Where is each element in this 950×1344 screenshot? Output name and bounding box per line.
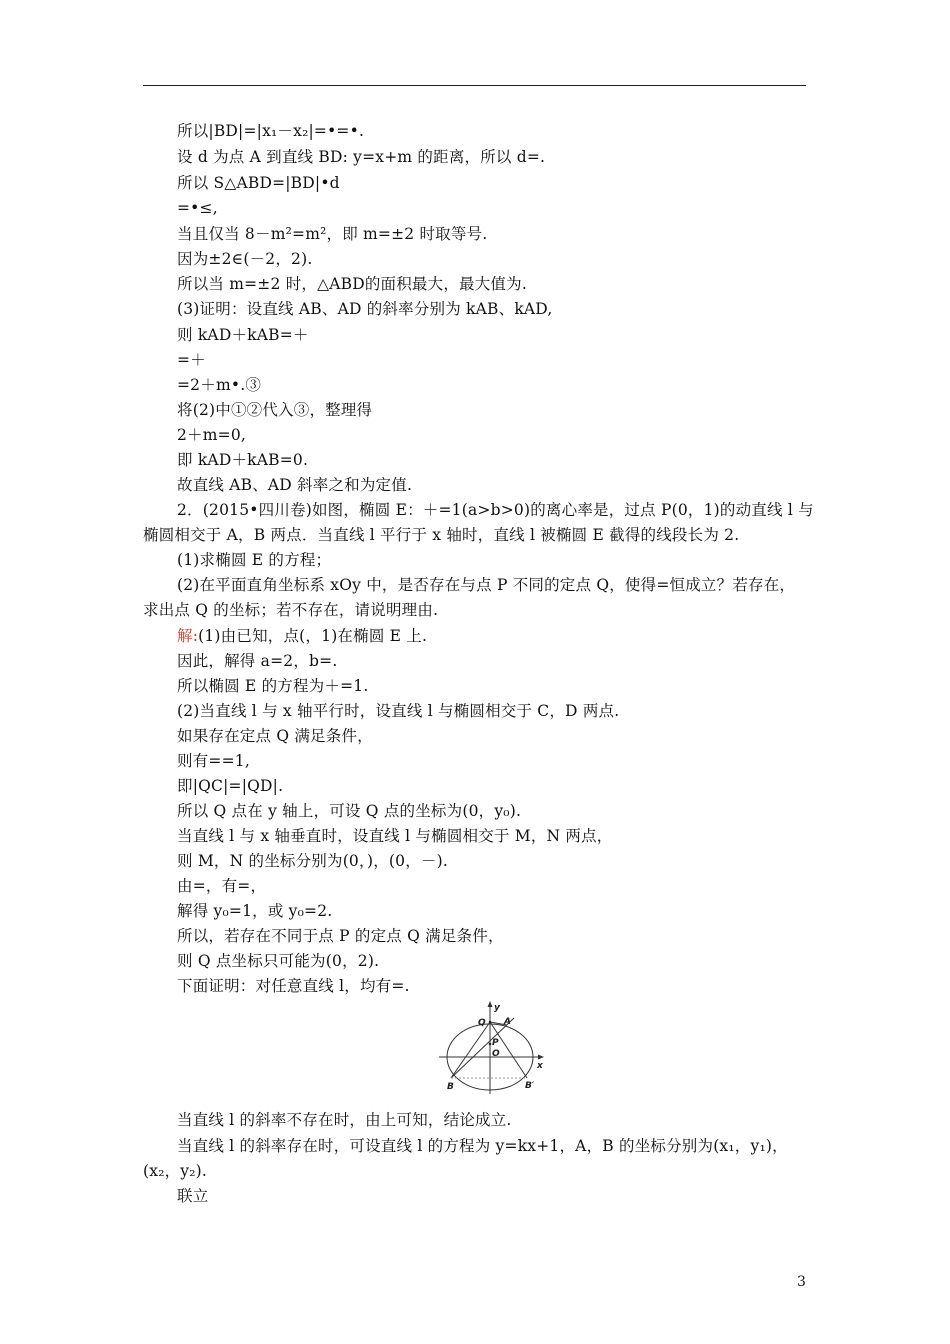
segment-qb [451,1022,490,1078]
text-line: 则 M，N 的坐标分别为(0，)，(0，－). [177,852,448,870]
page-number: 3 [797,1274,806,1290]
text-line: 所以，若存在不同于点 P 的定点 Q 满足条件， [177,927,504,945]
text-line: 因为±2∈(－2，2). [177,250,313,268]
text-line: 因此，解得 a=2，b=. [177,652,338,670]
label-o: O [492,1049,500,1059]
problem-statement: 2．(2015•四川卷)如图，椭圆 E：＋=1(a>b>0)的离心率是，过点 P(0，1)的动直线 l 与 [177,501,814,519]
label-x: x [537,1061,543,1071]
ellipse-figure [437,1000,545,1096]
label-p: P [492,1038,499,1048]
text-line: 故直线 AB、AD 斜率之和为定值. [177,476,413,494]
label-q: Q [478,1018,486,1028]
solution-label: 解: [177,627,199,645]
text-line: (2)当直线 l 与 x 轴平行时，设直线 l 与椭圆相交于 C，D 两点. [177,702,620,720]
solution-line [177,626,427,646]
text-line: 所以 S△ABD=|BD|•d [177,174,340,192]
text-line: 当且仅当 8－m²=m²，即 m=±2 时取等号. [177,225,488,243]
text-line: 当直线 l 的斜率不存在时，由上可知，结论成立. [177,1111,512,1129]
text-line: 则 Q 点坐标只可能为(0，2). [177,952,380,970]
label-y: y [494,1003,500,1013]
label-b: B [447,1082,454,1092]
text-line: 即 kAD＋kAB=0. [177,451,309,469]
y-axis-arrow-icon [488,1001,493,1007]
point-q [489,1021,492,1024]
text-line: (2)在平面直角坐标系 xOy 中，是否存在与点 P 不同的定点 Q，使得=恒成立？若存在， [177,576,796,594]
text-line: 即|QC|=|QD|. [177,777,284,795]
text-line: 所以当 m=±2 时，△ABD的面积最大，最大值为. [177,275,527,293]
text-line: 设 d 为点 A 到直线 BD: y=x+m 的距离，所以 d=. [177,148,546,166]
point-p [489,1043,492,1046]
label-b-prime: B′ [525,1081,535,1091]
label-a: A [504,1017,511,1027]
text-line: 当直线 l 与 x 轴垂直时，设直线 l 与椭圆相交于 M，N 两点， [177,827,613,845]
solution-text: (1)由已知，点(，1)在椭圆 E 上. [198,627,428,645]
text-line: 求出点 Q 的坐标；若不存在，请说明理由. [143,601,439,619]
text-line: 所以 Q 点在 y 轴上，可设 Q 点的坐标为(0，y₀). [177,802,522,820]
text-line: 将(2)中①②代入③，整理得 [177,401,373,419]
text-line: (1)求椭圆 E 的方程； [177,551,332,569]
text-line: =•≤, [177,199,218,217]
text-line: 则 kAD＋kAB=＋ [177,326,309,344]
text-line: 解得 y₀=1，或 y₀=2. [177,902,333,920]
text-line: =＋ [177,351,206,369]
text-line: 下面证明：对任意直线 l，均有=. [177,977,410,995]
text-line: 2＋m=0, [177,426,247,444]
text-line: 由=，有=， [177,877,267,895]
header-rule [143,85,806,86]
text-line: 所以椭圆 E 的方程为＋=1. [177,677,369,695]
text-line: 则有==1, [177,752,250,770]
text-line: 当直线 l 的斜率存在时，可设直线 l 的方程为 y=kx+1，A，B 的坐标分别为(x₁，y₁)， [177,1137,788,1155]
text-line: 联立 [177,1187,209,1205]
problem-statement: 椭圆相交于 A，B 两点．当直线 l 平行于 x 轴时，直线 l 被椭圆 E 截得的线段长为 2. [143,526,740,544]
x-axis-arrow-icon [538,1055,544,1060]
text-line: (3)证明：设直线 AB、AD 的斜率分别为 kAB、kAD, [177,300,553,318]
text-line: 所以|BD|=|x₁－x₂|=•=•. [177,122,365,140]
text-line: (x₂，y₂). [143,1162,208,1180]
text-line: =2＋m•.③ [177,376,262,394]
text-line: 如果存在定点 Q 满足条件， [177,727,373,745]
